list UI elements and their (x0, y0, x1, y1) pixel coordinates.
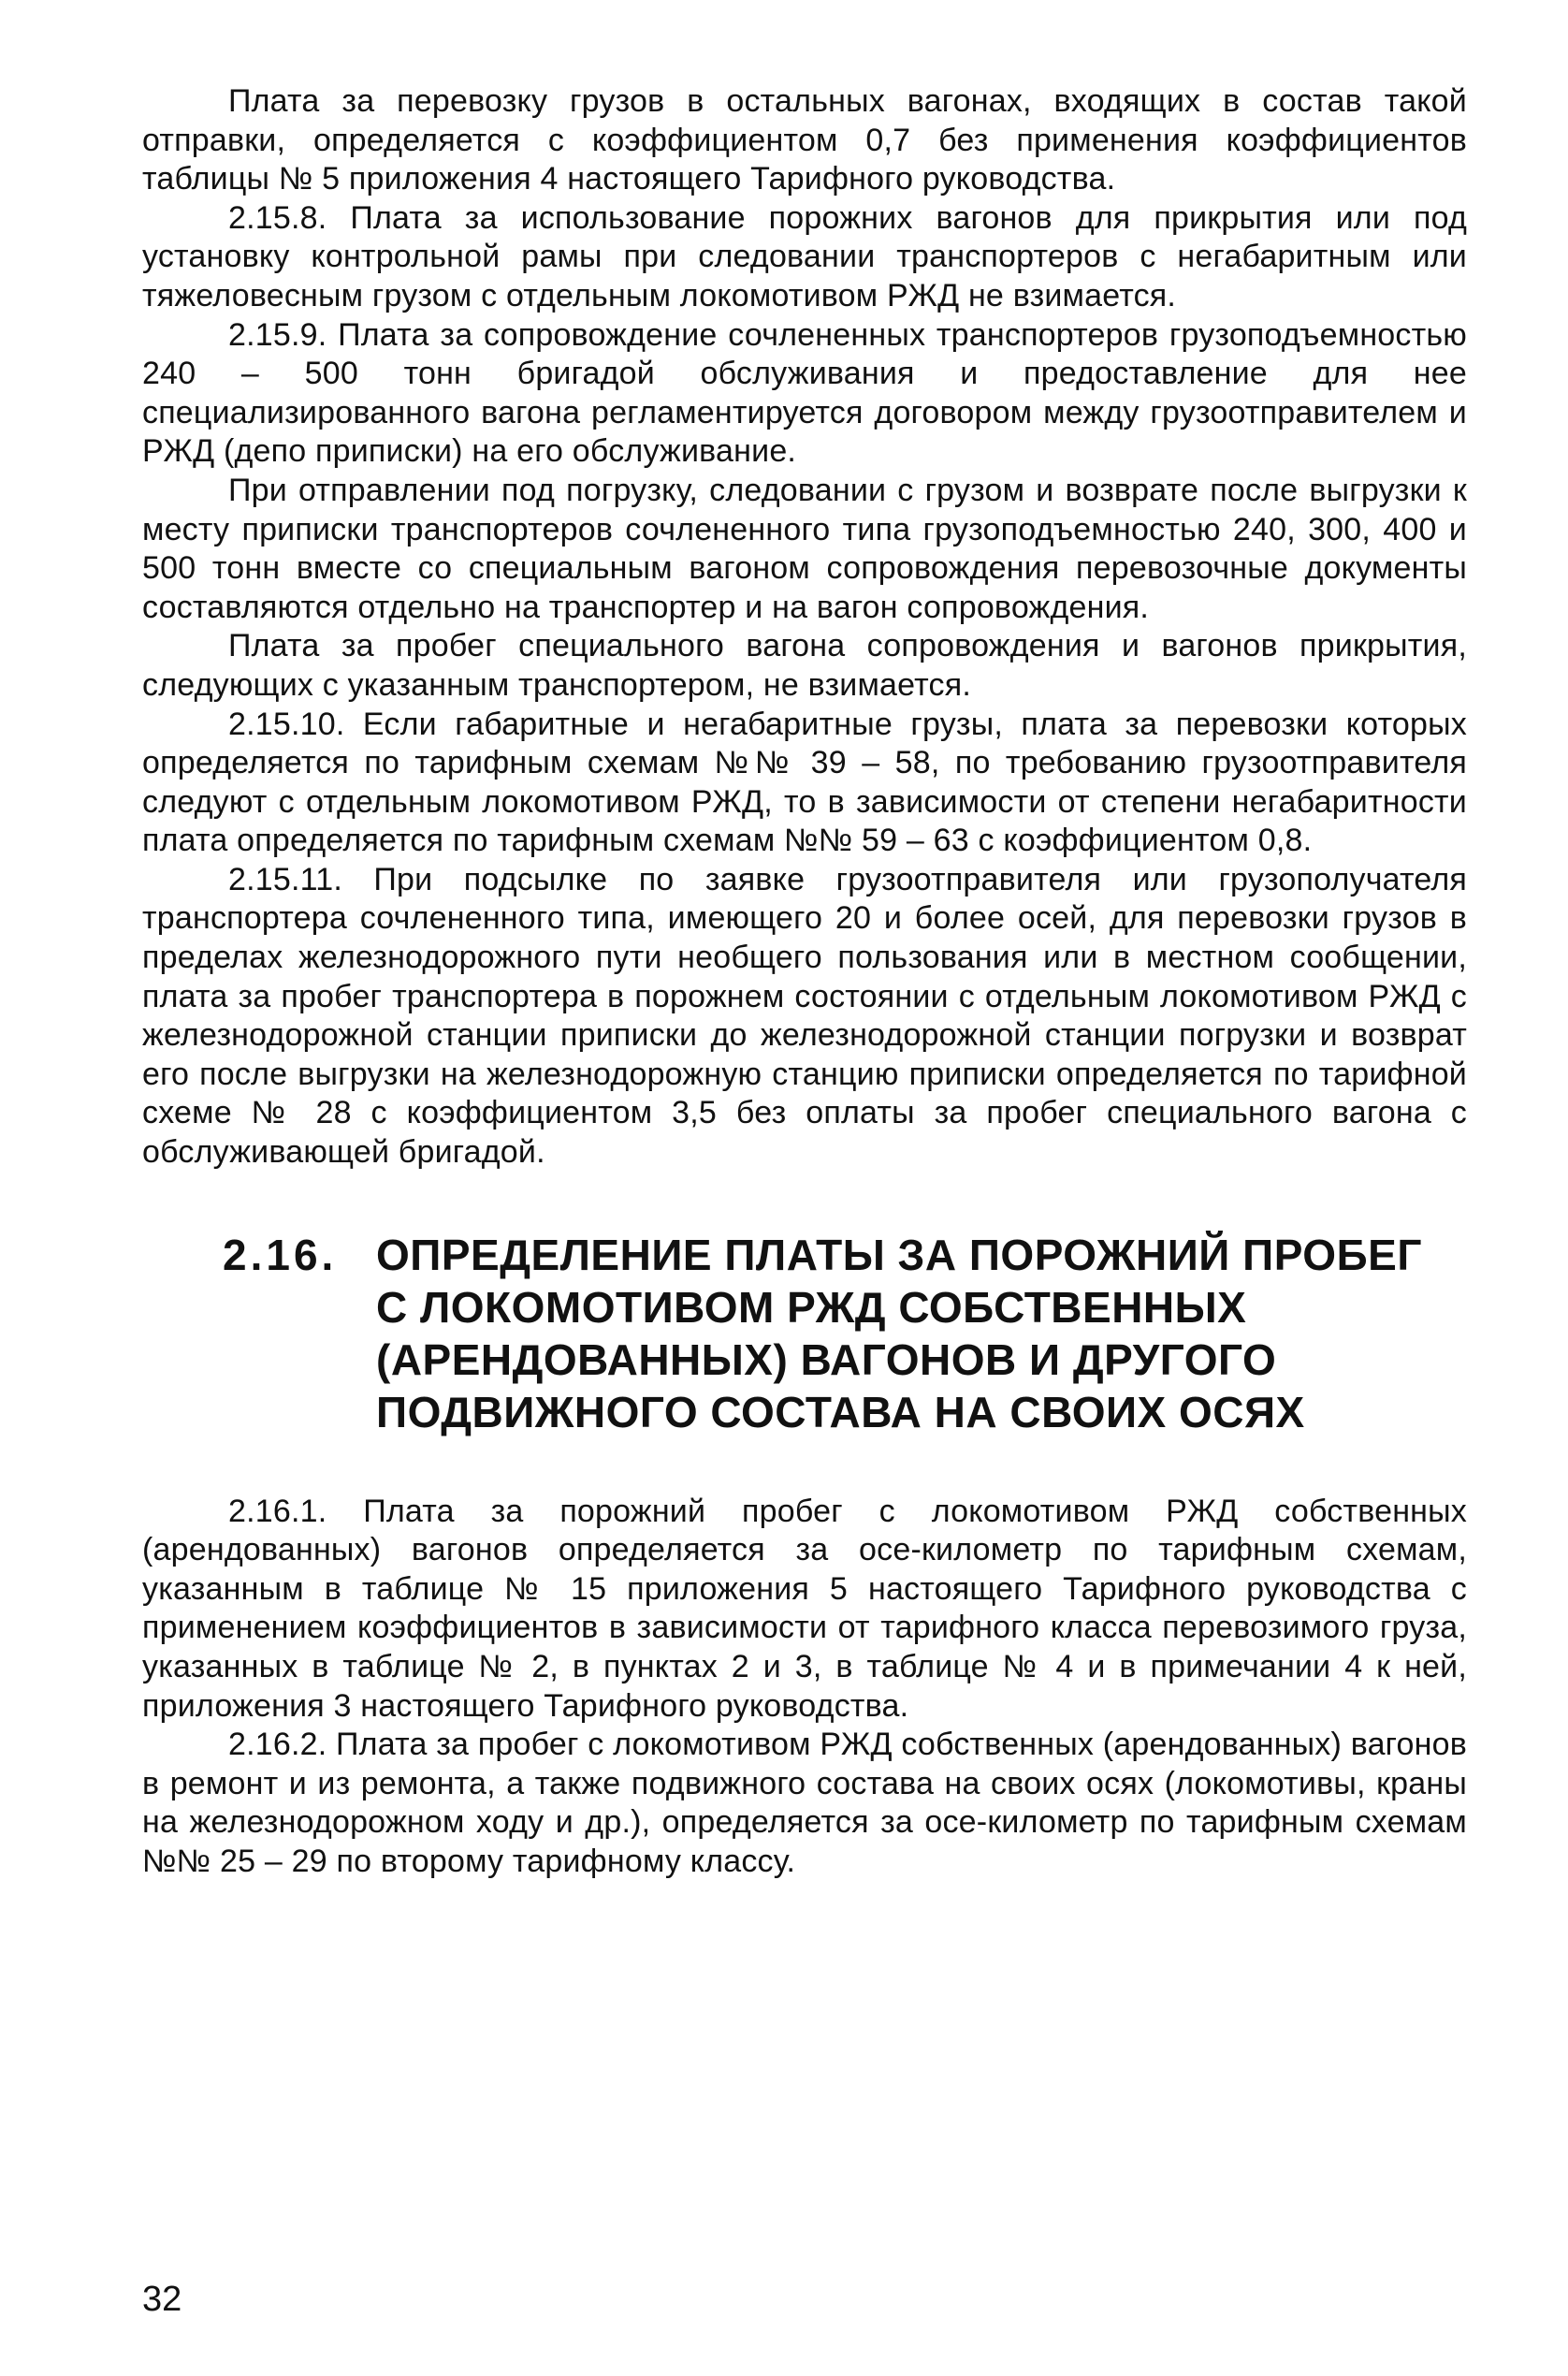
paragraph-2-15-9: 2.15.9. Плата за сопровождение сочлененных транспортеров грузоподъемностью 240 – 500 тонн бригадой обслуживания и предоставление для нее специализированного вагона регламентируется договором между грузоотправителем и РЖД (депо приписки) на его обслуживание. (142, 316, 1467, 470)
paragraph-coefficient-07: Плата за перевозку грузов в остальных вагонах, входящих в состав такой отправки, определяется с коэффициентом 0,7 без применения коэффициентов таблицы № 5 приложения 4 настоящего Тарифного руководства. (142, 83, 1467, 197)
section-title: ОПРЕДЕЛЕНИЕ ПЛАТЫ ЗА ПОРОЖНИЙ ПРОБЕГ С ЛОКОМОТИВОМ РЖД СОБСТВЕННЫХ (АРЕНДОВАННЫХ) ВАГОНОВ И ДРУГОГО ПОДВИЖНОГО СОСТАВА НА СВОИХ ОСЯХ (376, 1230, 1422, 1436)
document-page (142, 82, 1467, 1882)
section-heading (223, 1229, 1467, 1438)
paragraph-2-16-2: 2.16.2. Плата за пробег с локомотивом РЖД собственных (арендованных) вагонов в ремонт и из ремонта, а также подвижного состава на своих осях (локомотивы, краны на железнодорожном ходу и др.), определяется за осе-километр по тарифным схемам №№ 25 – 29 по второму тарифному классу. (142, 1727, 1467, 1879)
paragraph-2-15-11: 2.15.11. При подсылке по заявке грузоотправителя или грузополучателя транспортера сочлененного типа, имеющего 20 и более осей, для перевозки грузов в пределах железнодорожного пути необщего пользования или в местном сообщении, плата за пробег транспортера в порожнем состоянии с отдельным локомотивом РЖД с железнодорожной станции приписки до железнодорожной станции погрузки и возврат его после выгрузки на железнодорожную станцию приписки определяется по тарифной схеме № 28 с коэффициентом 3,5 без оплаты за пробег специального вагона с обслуживающей бригадой. (142, 861, 1467, 1171)
paragraph-2-16-1: 2.16.1. Плата за порожний пробег с локомотивом РЖД собственных (арендованных) вагонов определяется за осе-километр по тарифным схемам, указанным в таблице № 15 приложения 5 настоящего Тарифного руководства с применением коэффициентов в зависимости от тарифного класса перевозимого груза, указанных в таблице № 2, в пунктах 2 и 3, в таблице № 4 и в примечании 4 к ней, приложения 3 настоящего Тарифного руководства. (142, 1493, 1467, 1724)
paragraph-2-15-8: 2.15.8. Плата за использование порожних вагонов для прикрытия или под установку контрольной рамы при следовании транспортеров с негабаритным или тяжеловесным грузом с отдельным локомотивом РЖД не взимается. (142, 199, 1467, 313)
paragraph-2-15-10: 2.15.10. Если габаритные и негабаритные грузы, плата за перевозки которых определяется по тарифным схемам №№ 39 – 58, по требованию грузоотправителя следуют с отдельным локомотивом РЖД, то в зависимости от степени негабаритности плата определяется по тарифным схемам №№ 59 – 63 с коэффициентом 0,8. (142, 706, 1467, 859)
paragraph-dispatch-documents: При отправлении под погрузку, следовании с грузом и возврате после выгрузки к месту приписки транспортеров сочлененного типа грузоподъемностью 240, 300, 400 и 500 тонн вместе со специальным вагоном сопровождения перевозочные документы составляются отдельно на транспортер и на вагон сопровождения. (142, 472, 1467, 625)
section-number: 2.16. (223, 1230, 338, 1279)
paragraph-escort-wagon-fee: Плата за пробег специального вагона сопровождения и вагонов прикрытия, следующих с указанным транспортером, не взимается. (142, 628, 1467, 703)
page-number: 32 (142, 2280, 182, 2319)
